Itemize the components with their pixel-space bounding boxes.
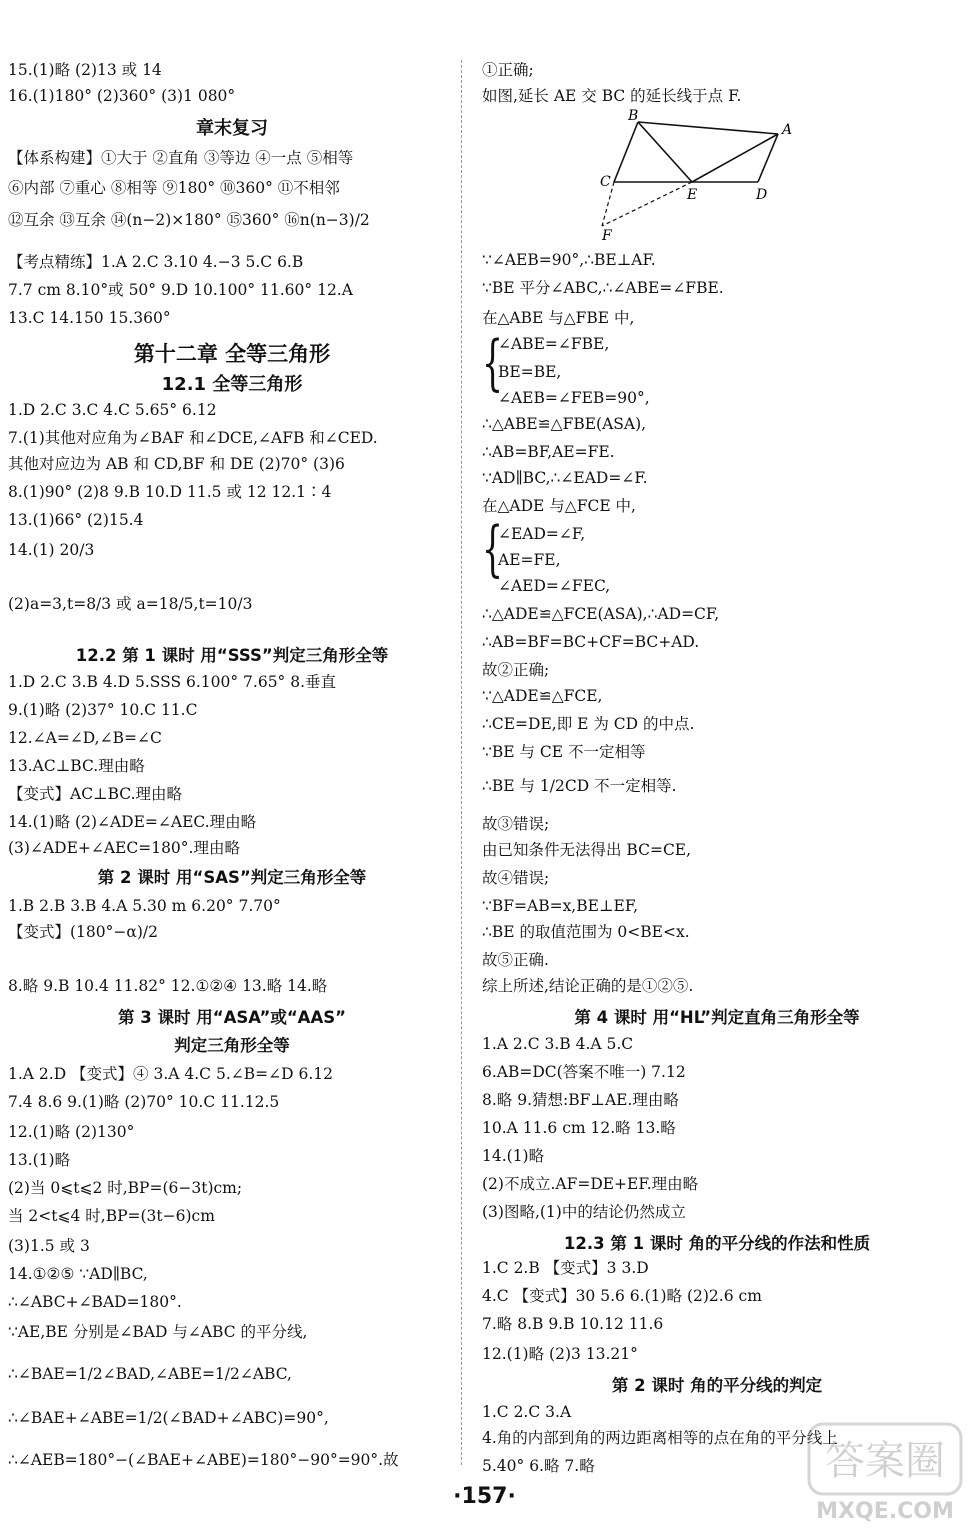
answer-line: 13.(1)略 — [8, 1151, 71, 1169]
answer-line: 7.4 8.6 9.(1)略 (2)70° 10.C 11.12.5 — [8, 1093, 280, 1111]
answer-line: 13.AC⊥BC.理由略 — [8, 757, 145, 775]
geometry-figure — [600, 108, 800, 244]
answer-line: 故④错误; — [482, 869, 550, 887]
answer-line: ∵AD∥BC,∴∠EAD=∠F. — [482, 469, 648, 487]
watermark-text: 答案圈 — [825, 1438, 945, 1484]
answer-line: (3)1.5 或 3 — [8, 1237, 90, 1255]
answer-line: 12.∠A=∠D,∠B=∠C — [8, 729, 162, 747]
section-heading: 判定三角形全等 — [174, 1036, 290, 1055]
answer-line: 【变式】AC⊥BC.理由略 — [8, 785, 183, 803]
answer-line: ⑥内部 ⑦重心 ⑧相等 ⑨180° ⑩360° ⑪不相邻 — [8, 179, 340, 197]
section-heading: 第 2 课时 角的平分线的判定 — [611, 1376, 823, 1395]
answer-line: 1.C 2.C 3.A — [482, 1403, 572, 1421]
watermark-url: MXQE.COM — [816, 1499, 954, 1524]
section-heading: 章末复习 — [196, 118, 268, 139]
answer-line: 14.①②⑤ ∵AD∥BC, — [8, 1265, 148, 1283]
answer-line: ∠AED=∠FEC, — [498, 577, 611, 595]
answer-line: 7.7 cm 8.10°或 50° 9.D 10.100° 11.60° 12.A — [8, 281, 353, 299]
answer-line: ⑫互余 ⑬互余 ⑭(n−2)×180° ⑮360° ⑯n(n−3)/2 — [8, 211, 370, 229]
page-number: ·157· — [453, 1484, 516, 1509]
section-heading: 第 4 课时 用“HL”判定直角三角形全等 — [574, 1008, 860, 1027]
figure-label-A: A — [782, 122, 793, 138]
answer-line: 8.略 9.B 10.4 11.82° 12.①②④ 13.略 14.略 — [8, 977, 328, 995]
answer-line: 12.(1)略 (2)130° — [8, 1123, 135, 1141]
answer-line: ∴AB=BF=BC+CF=BC+AD. — [482, 633, 700, 651]
answer-line: (3)∠ADE+∠AEC=180°.理由略 — [8, 839, 240, 857]
answer-line: 13.C 14.150 15.360° — [8, 309, 171, 327]
answer-line: 4.角的内部到角的两边距离相等的点在角的平分线上 — [482, 1429, 838, 1447]
answer-line: ∴△ADE≌△FCE(ASA),∴AD=CF, — [482, 605, 720, 623]
answer-line: 16.(1)180° (2)360° (3)1 080° — [8, 87, 236, 105]
section-heading: 第十二章 全等三角形 — [133, 342, 331, 366]
answer-line: 13.(1)66° (2)15.4 — [8, 511, 144, 529]
answer-line: 4.C 【变式】30 5.6 6.(1)略 (2)2.6 cm — [482, 1287, 762, 1305]
answer-line: 14.(1) 20/3 — [8, 541, 95, 559]
answer-line: 由已知条件无法得出 BC=CE, — [482, 841, 692, 859]
answer-line: BE=BE, — [498, 363, 562, 381]
answer-line: 6.AB=DC(答案不唯一) 7.12 — [482, 1063, 686, 1081]
figure-label-B: B — [628, 108, 639, 124]
answer-line: ∴BE 与 1/2CD 不一定相等. — [482, 777, 677, 795]
answer-line: ∴∠ABC+∠BAD=180°. — [8, 1293, 182, 1311]
watermark-logo — [805, 1416, 965, 1526]
answer-line: 8.略 9.猜想:BF⊥AE.理由略 — [482, 1091, 679, 1109]
answer-line: ∠AEB=∠FEB=90°, — [498, 389, 650, 407]
answer-line: 故⑤正确. — [482, 951, 549, 969]
answer-line: (2)当 0⩽t⩽2 时,BP=(6−3t)cm; — [8, 1179, 243, 1197]
answer-line: 8.(1)90° (2)8 9.B 10.D 11.5 或 12 12.1∶4 — [8, 483, 332, 501]
answer-line: 7.略 8.B 9.B 10.12 11.6 — [482, 1315, 664, 1333]
answer-line: 其他对应边为 AB 和 CD,BF 和 DE (2)70° (3)6 — [8, 455, 345, 473]
answer-line: AE=FE, — [498, 551, 561, 569]
answer-line: 10.A 11.6 cm 12.略 13.略 — [482, 1119, 676, 1137]
answer-line: ∴∠BAE=1/2∠BAD,∠ABE=1/2∠ABC, — [8, 1365, 292, 1383]
answer-line: 在△ADE 与△FCE 中, — [482, 497, 636, 515]
section-heading: 12.3 第 1 课时 角的平分线的作法和性质 — [563, 1234, 871, 1253]
answer-line: ∵BF=AB=x,BE⊥EF, — [482, 897, 639, 915]
figure-label-D: D — [756, 187, 768, 203]
answer-line: 1.A 2.D 【变式】④ 3.A 4.C 5.∠B=∠D 6.12 — [8, 1065, 333, 1083]
answer-line: ∠EAD=∠F, — [498, 525, 586, 543]
section-heading: 第 3 课时 用“ASA”或“AAS” — [118, 1008, 346, 1027]
answer-line: ∵BE 平分∠ABC,∴∠ABE=∠FBE. — [482, 279, 724, 297]
answer-line: 5.40° 6.略 7.略 — [482, 1457, 595, 1475]
answer-line: 14.(1)略 (2)∠ADE=∠AEC.理由略 — [8, 813, 257, 831]
answer-line: ∴BE 的取值范围为 0<BE<x. — [482, 923, 690, 941]
figure-label-E: E — [687, 187, 698, 203]
section-heading: 第 2 课时 用“SAS”判定三角形全等 — [97, 868, 367, 887]
answer-line: 1.B 2.B 3.B 4.A 5.30 m 6.20° 7.70° — [8, 897, 281, 915]
answer-line: 【变式】(180°−α)/2 — [8, 923, 158, 941]
answer-line: 7.(1)其他对应角为∠BAF 和∠DCE,∠AFB 和∠CED. — [8, 429, 378, 447]
answer-line: ∵BE 与 CE 不一定相等 — [482, 743, 646, 761]
answer-line: 1.C 2.B 【变式】3 3.D — [482, 1259, 649, 1277]
answer-line: 【体系构建】①大于 ②直角 ③等边 ④一点 ⑤相等 — [8, 149, 354, 167]
answer-line: ∴∠AEB=180°−(∠BAE+∠ABE)=180°−90°=90°.故 — [8, 1451, 399, 1469]
answer-line: ∴∠BAE+∠ABE=1/2(∠BAD+∠ABC)=90°, — [8, 1409, 329, 1427]
answer-line: ①正确; — [482, 61, 534, 79]
answer-line: 如图,延长 AE 交 BC 的延长线于点 F. — [482, 87, 742, 105]
answer-line: (2)a=3,t=8/3 或 a=18/5,t=10/3 — [8, 595, 253, 613]
answer-line: ∠ABE=∠FBE, — [498, 335, 610, 353]
answer-line: 1.D 2.C 3.B 4.D 5.SSS 6.100° 7.65° 8.垂直 — [8, 673, 337, 691]
answer-line: 12.(1)略 (2)3 13.21° — [482, 1345, 638, 1363]
answer-line: 14.(1)略 — [482, 1147, 545, 1165]
section-heading: 12.1 全等三角形 — [161, 374, 303, 395]
answer-line: 故②正确; — [482, 661, 550, 679]
section-heading: 12.2 第 1 课时 用“SSS”判定三角形全等 — [75, 646, 389, 665]
brace-system-1: { — [482, 328, 504, 398]
answer-line: 9.(1)略 (2)37° 10.C 11.C — [8, 701, 198, 719]
answer-line: 在△ABE 与△FBE 中, — [482, 309, 635, 327]
column-divider — [461, 60, 462, 1465]
figure-label-C: C — [600, 174, 611, 190]
answer-line: 1.D 2.C 3.C 4.C 5.65° 6.12 — [8, 401, 217, 419]
answer-line: 综上所述,结论正确的是①②⑤. — [482, 977, 694, 995]
answer-line: ∴△ABE≌△FBE(ASA), — [482, 415, 647, 433]
answer-line: (3)图略,(1)中的结论仍然成立 — [482, 1203, 686, 1221]
answer-line: (2)不成立.AF=DE+EF.理由略 — [482, 1175, 699, 1193]
answer-line: ∴AB=BF,AE=FE. — [482, 443, 615, 461]
answer-line: ∵△ADE≌△FCE, — [482, 687, 603, 705]
answer-line: ∵AE,BE 分别是∠BAD 与∠ABC 的平分线, — [8, 1323, 308, 1341]
figure-label-F: F — [602, 228, 612, 244]
answer-line: 15.(1)略 (2)13 或 14 — [8, 61, 162, 79]
answer-line: 1.A 2.C 3.B 4.A 5.C — [482, 1035, 634, 1053]
answer-line: 当 2<t⩽4 时,BP=(3t−6)cm — [8, 1207, 215, 1225]
answer-line: ∵∠AEB=90°,∴BE⊥AF. — [482, 251, 656, 269]
brace-system-2: { — [482, 514, 504, 584]
answer-line: 【考点精练】1.A 2.C 3.10 4.−3 5.C 6.B — [8, 253, 304, 271]
answer-line: ∴CE=DE,即 E 为 CD 的中点. — [482, 715, 695, 733]
answer-line: 故③错误; — [482, 815, 550, 833]
